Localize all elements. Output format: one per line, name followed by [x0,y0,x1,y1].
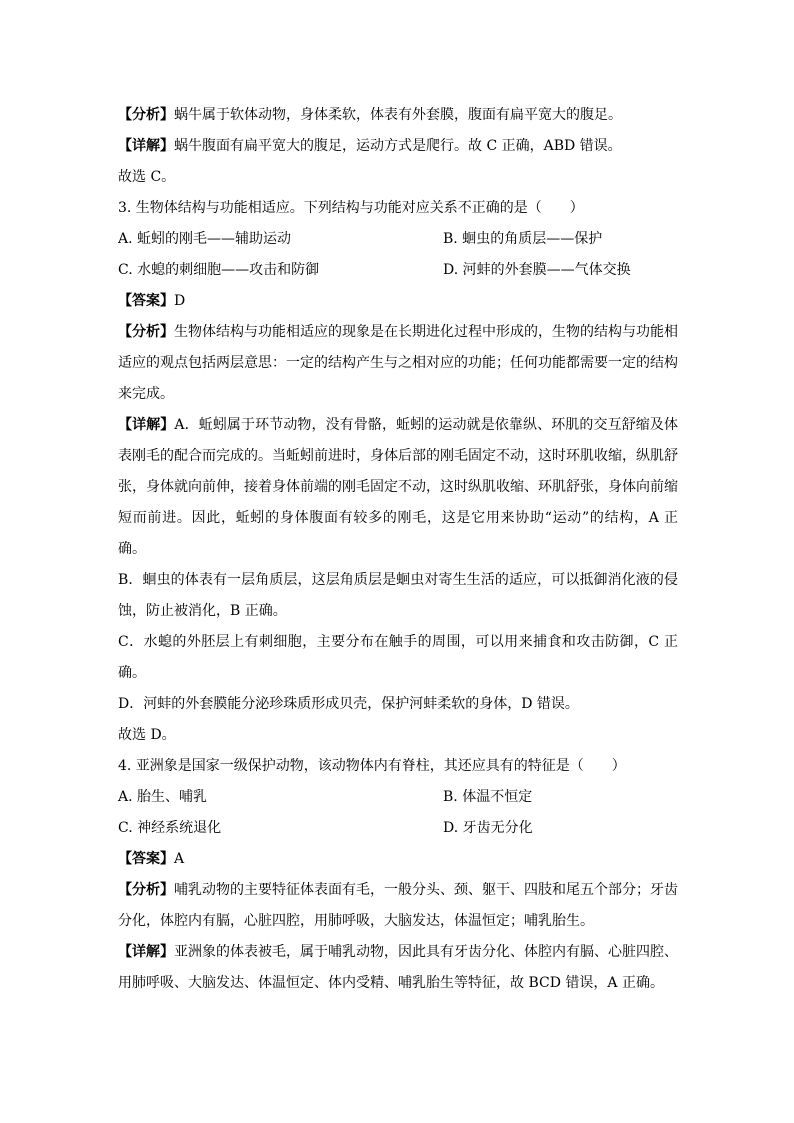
q3-detail-b: B．蛔虫的体表有一层角质层，这层角质层是蛔虫对寄生生活的适应，可以抵御消化液的侵蚀，防止被消化，B 正确。 [118,572,678,619]
document-page [118,100,678,999]
q4-detail [118,937,678,999]
detail-tag: 【详解】 [118,417,175,433]
detail-text: A．蚯蚓属于环节动物，没有骨骼，蚯蚓的运动就是依靠纵、环肌的交互舒缩及体表刚毛的配合而完成的。当蚯蚓前进时，身体后部的刚毛固定不动，这时环肌收缩，纵肌舒张，身体就向前伸，接着身体前端的刚毛固定不动，这时纵肌收缩、环肌舒张，身体向前缩短而前进。因此，蚯蚓的身体腹面有较多的刚毛，这是它用来协助“运动”的结构，A 正确。 [118,417,679,557]
detail-tag: 【详解】 [118,138,174,154]
q4-option-a: A. 胎生、哺乳 [118,789,208,805]
q4-option-c: C. 神经系统退化 [118,820,222,836]
q4-option-d: D. 牙齿无分化 [443,820,533,836]
q3-stem: 3. 生物体结构与功能相适应。下列结构与功能对应关系不正确的是（ ） [118,200,584,216]
analysis-text: 蜗牛属于软体动物，身体柔软，体表有外套膜，腹面有扁平宽大的腹足。 [174,107,622,123]
detail-text: 亚洲象的体表被毛，属于哺乳动物，因此具有牙齿分化、体腔内有膈、心脏四腔、用肺呼吸、大脑发达、体温恒定、体内受精、哺乳胎生等特征，故 BCD 错误，A 正确。 [118,944,678,991]
q3-answer [118,286,678,317]
q2-choose: 故选 C。 [118,169,176,185]
q3-detail-d: D．河蚌的外套膜能分泌珍珠质形成贝壳，保护河蚌柔软的身体，D 错误。 [118,696,579,712]
q3-option-a: A. 蚯蚓的刚毛——辅助运动 [118,231,292,247]
q3-option-d: D. 河蚌的外套膜——气体交换 [443,262,631,278]
analysis-text: 哺乳动物的主要特征体表面有毛，一般分头、颈、躯干、四肢和尾五个部分；牙齿分化，体腔内有膈，心脏四腔，用肺呼吸，大脑发达，体温恒定；哺乳胎生。 [118,882,678,929]
analysis-tag: 【分析】 [118,324,174,340]
answer-value: D [174,293,186,309]
q3-detail-a [118,410,678,565]
detail-text: 蜗牛腹面有扁平宽大的腹足，运动方式是爬行。故 C 正确，ABD 错误。 [174,138,622,154]
analysis-tag: 【分析】 [118,882,174,898]
q2-detail [118,131,678,162]
q3-detail-c: C．水螅的外胚层上有刺细胞，主要分布在触手的周围，可以用来捕食和攻击防御，C 正确。 [118,634,678,681]
detail-tag: 【详解】 [118,944,174,960]
q4-options [118,782,678,844]
q4-analysis [118,875,678,937]
answer-value: A [174,851,185,867]
q3-analysis [118,317,678,410]
q3-options [118,224,678,286]
answer-tag: 【答案】 [118,293,174,309]
q4-answer [118,844,678,875]
q2-analysis [118,100,678,131]
q3-option-c: C. 水螅的刺细胞——攻击和防御 [118,262,320,278]
q4-stem: 4. 亚洲象是国家一级保护动物，该动物体内有脊柱，其还应具有的特征是（ ） [118,758,626,774]
analysis-tag: 【分析】 [118,107,174,123]
q3-option-b: B. 蛔虫的角质层——保护 [443,231,603,247]
analysis-text: 生物体结构与功能相适应的现象是在长期进化过程中形成的，生物的结构与功能相适应的观点包括两层意思：一定的结构产生与之相对应的功能；任何功能都需要一定的结构来完成。 [118,324,678,402]
q4-option-b: B. 体温不恒定 [443,789,533,805]
answer-tag: 【答案】 [118,851,174,867]
q3-choose: 故选 D。 [118,727,176,743]
